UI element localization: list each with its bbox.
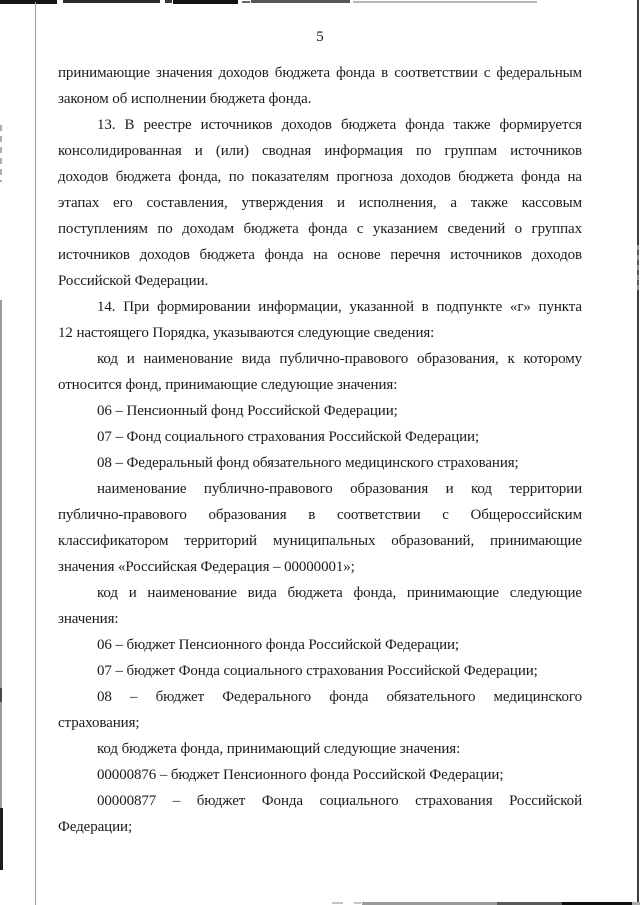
document-content — [58, 0, 582, 840]
text-line: консолидированная и (или) сводная информация по группам источников — [58, 143, 582, 159]
scan-artifact-bottom-edge — [332, 902, 343, 904]
scan-artifact-bottom-edge — [362, 902, 497, 905]
scan-artifact-left-edge — [0, 125, 2, 182]
text-line: значения: — [58, 611, 119, 627]
scan-artifact-left-edge — [0, 300, 2, 808]
text-line: 06 – Пенсионный фонд Российской Федерации; — [97, 403, 398, 419]
text-line: относится фонд, принимающие следующие значения: — [58, 377, 398, 393]
text-line: Российской Федерации. — [58, 273, 209, 289]
scan-artifact-bottom-edge — [632, 902, 640, 905]
scan-artifact-right-edge — [637, 0, 639, 905]
text-line: этапах его составления, утверждения и исполнения, а также кассовым — [58, 195, 582, 211]
text-line: 13. В реестре источников доходов бюджета фонда также формируется — [97, 117, 582, 133]
text-line: 07 – бюджет Фонда социального страхования Российской Федерации; — [97, 663, 538, 679]
text-line: законом об исполнении бюджета фонда. — [58, 91, 312, 107]
scan-artifact-right-edge — [637, 245, 639, 290]
text-line: публично-правового образования в соответствии с Общероссийским — [58, 507, 582, 523]
text-line: поступлениям по доходам бюджета фонда с указанием сведений о группах — [58, 221, 582, 237]
text-line: 14. При формировании информации, указанной в подпункте «г» пункта — [97, 299, 582, 315]
text-line: страхования; — [58, 715, 140, 731]
text-line: источников доходов бюджета фонда на основе перечня источников доходов — [58, 247, 582, 263]
text-line: 12 настоящего Порядка, указываются следующие сведения: — [58, 325, 435, 341]
scan-artifact-bottom-edge — [354, 902, 361, 904]
scan-artifact-bottom-edge — [497, 902, 562, 905]
text-line: 00000876 – бюджет Пенсионного фонда Российской Федерации; — [97, 767, 504, 783]
text-line: код бюджета фонда, принимающий следующие значения: — [97, 741, 461, 757]
scan-artifact-left-edge — [0, 688, 2, 702]
text-line: 06 – бюджет Пенсионного фонда Российской Федерации; — [97, 637, 459, 653]
scan-artifact-left-edge — [0, 808, 3, 870]
text-line: принимающие значения доходов бюджета фонда в соответствии с федеральным — [58, 65, 582, 81]
text-line: 07 – Фонд социального страхования Российской Федерации; — [97, 429, 480, 445]
text-line: значения «Российская Федерация – 00000001»; — [58, 559, 355, 575]
text-line: классификатором территорий муниципальных образований, принимающие — [58, 533, 582, 549]
page-number: 5 — [316, 29, 324, 45]
document-body-text — [58, 60, 582, 840]
page-fold-line — [35, 2, 36, 905]
text-line: Федерации; — [58, 819, 133, 835]
text-line: доходов бюджета фонда, по показателям прогноза доходов бюджета фонда на — [58, 169, 582, 185]
text-line: код и наименование вида бюджета фонда, принимающие следующие — [97, 585, 582, 601]
text-line: код и наименование вида публично-правового образования, к которому — [97, 351, 582, 367]
text-line: 00000877 – бюджет Фонда социального страхования Российской — [97, 793, 582, 809]
text-line: наименование публично-правового образования и код территории — [97, 481, 582, 497]
scan-artifact-top-edge — [0, 0, 57, 4]
text-line: 08 – бюджет Федерального фонда обязательного медицинского — [97, 689, 582, 705]
text-line: 08 – Федеральный фонд обязательного медицинского страхования; — [97, 455, 519, 471]
